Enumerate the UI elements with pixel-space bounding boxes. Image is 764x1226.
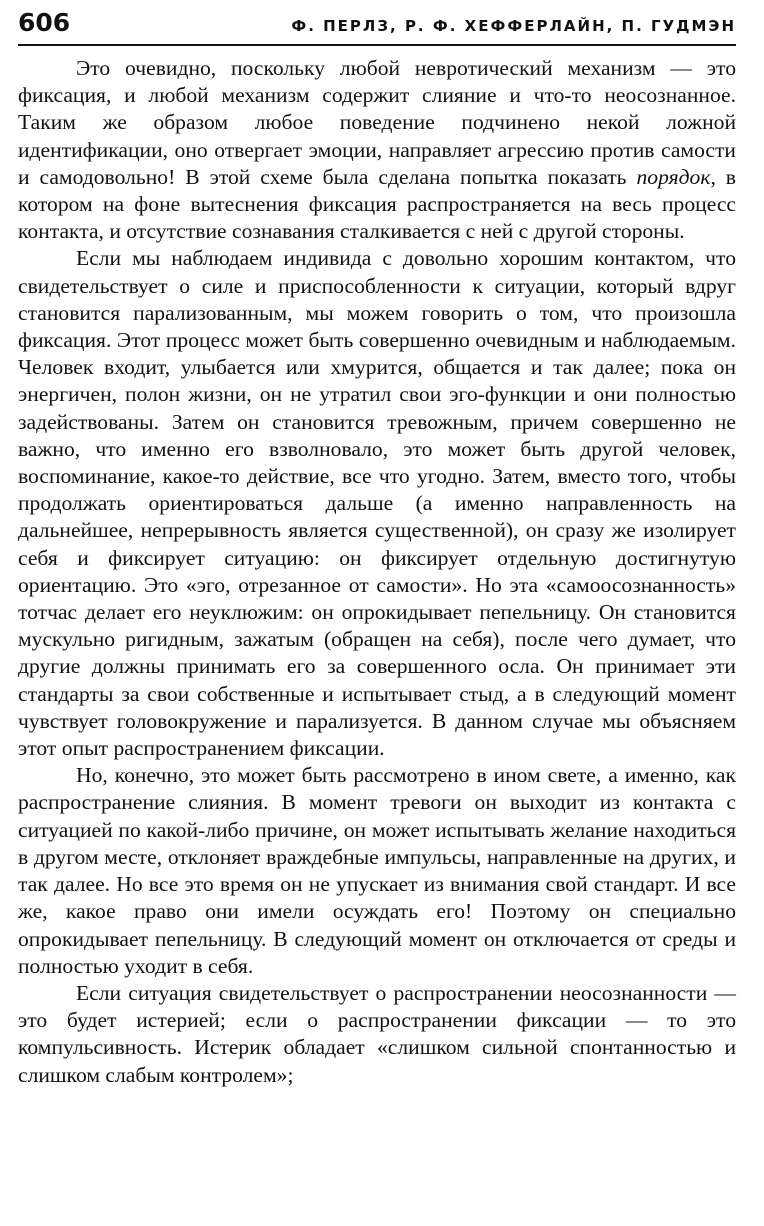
paragraph-3: Но, конечно, это может быть рассмотрено в ином свете, а именно, как распространение слияния. В момент тревоги он выходит из контакта с ситуацией по какой-либо причине, он может испытывать желание находиться в другом месте, отклоняет враждебные импульсы, направленные на других, и так далее. Но все это время он не упускает из внимания свой стандарт. И все же, какое право они имели осуждать его! Поэтому он специально опрокидывает пепельницу. В следующий момент он отключается от среды и полностью уходит в себя. <box>18 763 736 978</box>
paragraph-2: Если мы наблюдаем индивида с довольно хорошим контактом, что свидетельствует о силе и приспособленности к ситуации, который вдруг становится парализованным, мы можем говорить о том, что произошла фиксация. Этот процесс может быть совершенно очевидным и наблюдаемым. Человек входит, улыбается или хмурится, общается и так далее; пока он энергичен, полон жизни, он не утратил свои эго-функции и они полностью задействованы. Затем он становится тревожным, причем совершенно не важно, что именно его взволновало, это может быть другой человек, воспоминание, какое-то действие, все что угодно. Затем, вместо того, чтобы продолжать ориентироваться дальше (а именно направленность на дальнейшее, непрерывность является существенной), он сразу же изолирует себя и фиксирует ситуацию: он фиксирует отдельную достигнутую ориентацию. Это «эго, отрезанное от самости». Но эта «самоосознанность» тотчас делает его неуклюжим: он опрокидывает пепельницу. Он становится мускульно ригидным, зажатым (обращен на себя), после чего думает, что другие должны принимать его за совершенного осла. Он принимает эти стандарты за свои собственные и испытывает стыд, а в следующий момент чувствует головокружение и парализуется. В данном случае мы объясняем этот опыт распространением фиксации. <box>18 246 736 761</box>
running-head-authors: Ф. ПЕРЛЗ, Р. Ф. ХЕФФЕРЛАЙН, П. ГУДМЭН <box>291 17 736 35</box>
body-text <box>18 55 736 1089</box>
emphasized-word: порядок <box>636 164 711 189</box>
paragraph-4: Если ситуация свидетельствует о распространении неосознанности — это будет истерией; если о распространении фиксации — то это компульсивность. Истерик обладает «слишком сильной спонтанностью и слишком слабым контролем»; <box>18 980 736 1087</box>
paragraph-1-text-after: , в котором на фоне вытеснения фиксация распространяется на весь процесс контакта, и отсутствие сознавания сталкивается с ней с другой стороны. <box>18 164 736 244</box>
page-number: 606 <box>18 8 71 37</box>
running-head <box>18 8 736 46</box>
paragraph-1 <box>18 55 736 245</box>
paragraph-1-text-before: Это очевидно, поскольку любой невротический механизм — это фиксация, и любой механизм содержит слияние и что-то неосознанное. Таким же образом любое поведение подчинено некой ложной идентификации, оно отвергает эмоции, направляет агрессию против самости и самодовольно! В этой схеме была сделана попытка показать <box>18 56 736 189</box>
book-page <box>18 8 736 1089</box>
